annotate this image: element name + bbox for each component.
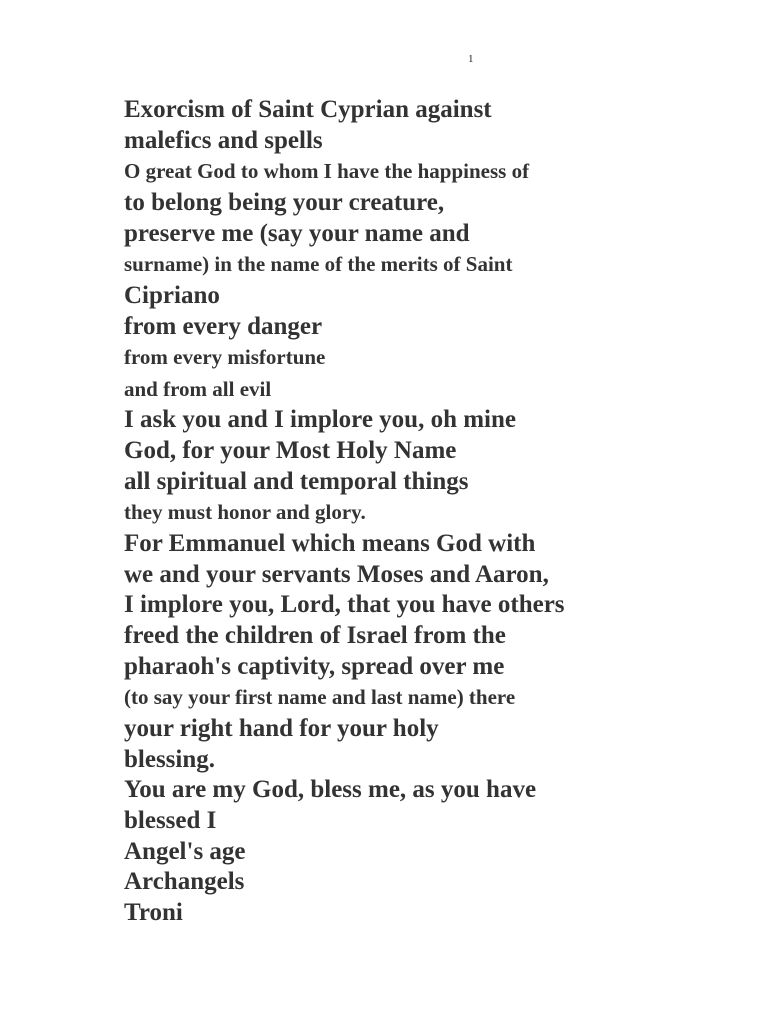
text-line: your right hand for your holy	[124, 714, 439, 742]
text-line: Angel's age	[124, 837, 246, 865]
text-line: O great God to whom I have the happiness of	[124, 159, 530, 184]
document-title: Exorcism of Saint Cyprian against	[124, 96, 492, 123]
text-line: preserve me (say your name and	[124, 219, 470, 247]
text-line: Troni	[124, 899, 183, 927]
text-line: You are my God, bless me, as you have	[124, 776, 537, 804]
text-line: pharaoh's captivity, spread over me	[124, 652, 505, 680]
text-line: For Emmanuel which means God with	[124, 529, 536, 557]
text-line: Archangels	[124, 868, 245, 896]
text-line: from every misfortune	[124, 345, 326, 370]
text-line: (to say your first name and last name) there	[124, 685, 516, 710]
text-line: all spiritual and temporal things	[124, 467, 469, 495]
text-line: God, for your Most Holy Name	[124, 436, 457, 464]
text-line: blessing.	[124, 745, 216, 773]
document-title-continued: malefics and spells	[124, 126, 323, 154]
text-line: we and your servants Moses and Aaron,	[124, 560, 549, 588]
text-line: they must honor and glory.	[124, 500, 366, 525]
text-line: and from all evil	[124, 376, 272, 401]
text-line: freed the children of Israel from the	[124, 621, 506, 649]
document-body	[124, 95, 724, 929]
text-line: I ask you and I implore you, oh mine	[124, 406, 516, 434]
text-line: surname) in the name of the merits of Saint	[124, 252, 513, 277]
text-line: blessed I	[124, 806, 217, 834]
text-line: to belong being your creature,	[124, 188, 445, 216]
text-line: I implore you, Lord, that you have others	[124, 591, 565, 619]
text-line: Cipriano	[124, 281, 220, 309]
text-line: from every danger	[124, 312, 323, 340]
page-number: 1	[468, 53, 474, 65]
